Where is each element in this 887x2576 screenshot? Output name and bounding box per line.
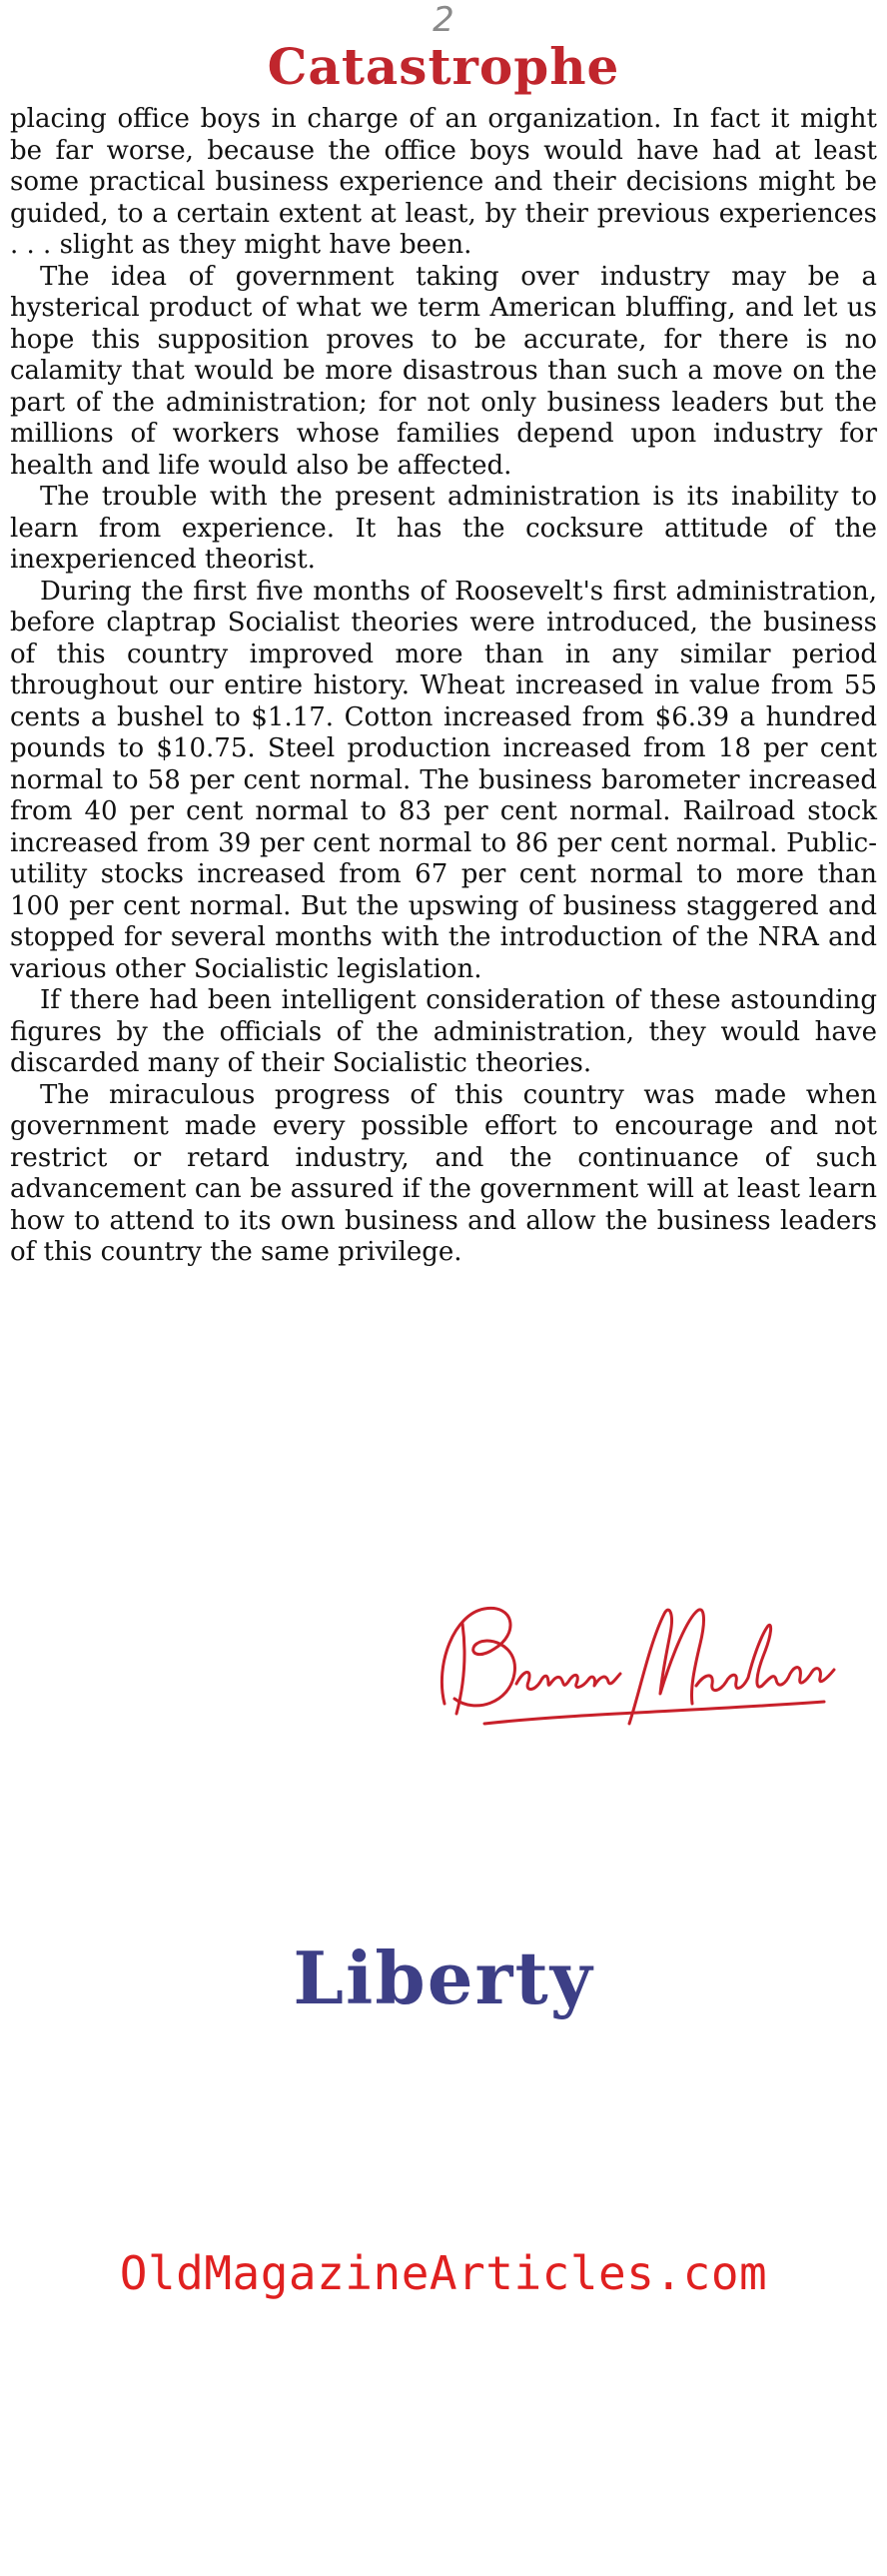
article-paragraph: During the first five months of Roosevelt's first administration, before claptrap Socialist theories were introduced, the business of this country improved more than in any similar period throughout our entire history. Wheat increased in value from 55 cents a bushel to $1.17. Cotton increased from $6.39 a hundred pounds to $10.75. Steel production increased from 18 per cent normal to 58 per cent normal. The business barometer increased from 40 per cent normal to 83 per cent normal. Railroad stock increased from 39 per cent normal to 86 per cent normal. Public-utility stocks increased from 67 per cent normal to more than 100 per cent normal. But the upswing of business staggered and stopped for several months with the introduction of the NRA and various other Socialistic legislation. <box>10 576 877 984</box>
article-title: Catastrophe <box>267 37 620 96</box>
article-paragraph: placing office boys in charge of an organization. In fact it might be far worse, because the office boys would have had at least some practical business experience and their decisions might be guided, to a certain extent at least, by their previous experiences . . . slight as they might have been. <box>10 104 877 260</box>
article-body <box>10 104 877 1269</box>
article-paragraph: The trouble with the present administration is its inability to learn from experience. It has the cocksure attitude of the inexperienced theorist. <box>10 482 877 575</box>
page-number: 2 <box>433 0 454 40</box>
author-signature <box>425 1574 844 1744</box>
article-paragraph: The idea of government taking over industry may be a hysterical product of what we term American bluffing, and let us hope this supposition proves to be accurate, for there is no calamity that would be more disastrous than such a move on the part of the administration; for not only business leaders but the millions of workers whose families depend upon industry for health and life would also be affected. <box>10 261 877 481</box>
liberty-logo: Liberty <box>293 1935 594 2020</box>
site-footer[interactable]: OldMagazineArticles.com <box>119 2246 768 2300</box>
article-paragraph: The miraculous progress of this country was made when government made every possible effort to encourage and not restrict or retard industry, and the continuance of such advancement can be assured if the government will at least learn how to attend to its own business and allow the business leaders of this country the same privilege. <box>10 1079 877 1267</box>
article-paragraph: If there had been intelligent consideration of these astounding figures by the officials of the administration, they would have discarded many of their Socialistic theories. <box>10 985 877 1078</box>
